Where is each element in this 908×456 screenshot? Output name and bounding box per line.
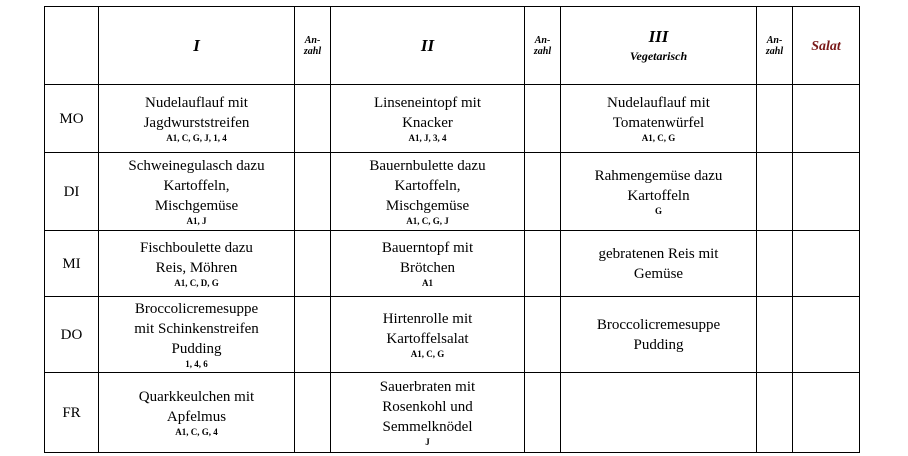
allergen-codes: A1, J xyxy=(186,216,207,226)
anzahl-cell[interactable] xyxy=(295,85,331,153)
day-cell: DI xyxy=(45,153,99,231)
table-row xyxy=(45,373,860,453)
menu-i-cell: Broccolicremesuppe mit Schinkenstreifen Pudding 1, 4, 6 xyxy=(99,297,295,373)
menu-ii-cell: Bauernbulette dazu Kartoffeln, Mischgemüse A1, C, G, J xyxy=(331,153,525,231)
anzahl-cell[interactable] xyxy=(757,85,793,153)
anzahl-cell[interactable] xyxy=(295,297,331,373)
anzahl-cell[interactable] xyxy=(525,153,561,231)
anzahl-header-1: An- zahl xyxy=(295,7,331,85)
allergen-codes: A1, C, G, J xyxy=(406,216,449,226)
menu-iii-cell: gebratenen Reis mit Gemüse xyxy=(561,231,757,297)
allergen-codes: J xyxy=(425,437,430,447)
menu-ii-cell: Bauerntopf mit Brötchen A1 xyxy=(331,231,525,297)
salat-cell[interactable] xyxy=(793,153,860,231)
day-cell: DO xyxy=(45,297,99,373)
anzahl-header-3: An- zahl xyxy=(757,7,793,85)
anzahl-cell[interactable] xyxy=(525,373,561,453)
allergen-codes: A1, C, D, G xyxy=(174,278,219,288)
table-row xyxy=(45,85,860,153)
anzahl-cell[interactable] xyxy=(525,231,561,297)
weekly-menu-table xyxy=(44,6,860,453)
anzahl-cell[interactable] xyxy=(295,231,331,297)
anzahl-cell[interactable] xyxy=(295,373,331,453)
allergen-codes: A1, J, 3, 4 xyxy=(408,133,447,143)
menu-ii-cell: Sauerbraten mit Rosenkohl und Semmelknödel J xyxy=(331,373,525,453)
anzahl-header-2: An- zahl xyxy=(525,7,561,85)
anzahl-cell[interactable] xyxy=(757,153,793,231)
table-row xyxy=(45,153,860,231)
allergen-codes: A1 xyxy=(422,278,433,288)
salat-cell[interactable] xyxy=(793,85,860,153)
menu-i-header: I xyxy=(99,7,295,85)
allergen-codes: A1, C, G, J, 1, 4 xyxy=(166,133,227,143)
table-row xyxy=(45,231,860,297)
menu-i-cell: Quarkkeulchen mit Apfelmus A1, C, G, 4 xyxy=(99,373,295,453)
salat-cell[interactable] xyxy=(793,297,860,373)
menu-ii-cell: Linseneintopf mit Knacker A1, J, 3, 4 xyxy=(331,85,525,153)
allergen-codes: A1, C, G, 4 xyxy=(175,427,218,437)
allergen-codes: A1, C, G xyxy=(641,133,676,143)
menu-iii-cell xyxy=(561,373,757,453)
allergen-codes: G xyxy=(654,206,662,216)
menu-i-cell: Fischboulette dazu Reis, Möhren A1, C, D, G xyxy=(99,231,295,297)
day-cell: MO xyxy=(45,85,99,153)
anzahl-cell[interactable] xyxy=(757,231,793,297)
anzahl-cell[interactable] xyxy=(525,85,561,153)
menu-ii-header: II xyxy=(331,7,525,85)
table-row xyxy=(45,297,860,373)
menu-i-cell: Nudelauflauf mit Jagdwurststreifen A1, C, G, J, 1, 4 xyxy=(99,85,295,153)
menu-iii-cell: Rahmengemüse dazu Kartoffeln G xyxy=(561,153,757,231)
salat-cell[interactable] xyxy=(793,373,860,453)
allergen-codes: 1, 4, 6 xyxy=(185,359,208,369)
anzahl-cell[interactable] xyxy=(295,153,331,231)
menu-iii-cell: Nudelauflauf mit Tomatenwürfel A1, C, G xyxy=(561,85,757,153)
allergen-codes: A1, C, G xyxy=(410,349,445,359)
corner-cell xyxy=(45,7,99,85)
day-cell: MI xyxy=(45,231,99,297)
salat-header: Salat xyxy=(793,7,860,85)
menu-iii-header: III Vegetarisch xyxy=(561,7,757,85)
anzahl-cell[interactable] xyxy=(757,373,793,453)
menu-i-cell: Schweinegulasch dazu Kartoffeln, Mischgemüse A1, J xyxy=(99,153,295,231)
day-cell: FR xyxy=(45,373,99,453)
anzahl-cell[interactable] xyxy=(757,297,793,373)
menu-ii-cell: Hirtenrolle mit Kartoffelsalat A1, C, G xyxy=(331,297,525,373)
menu-iii-cell: Broccolicremesuppe Pudding xyxy=(561,297,757,373)
salat-cell[interactable] xyxy=(793,231,860,297)
header-row xyxy=(45,7,860,85)
anzahl-cell[interactable] xyxy=(525,297,561,373)
